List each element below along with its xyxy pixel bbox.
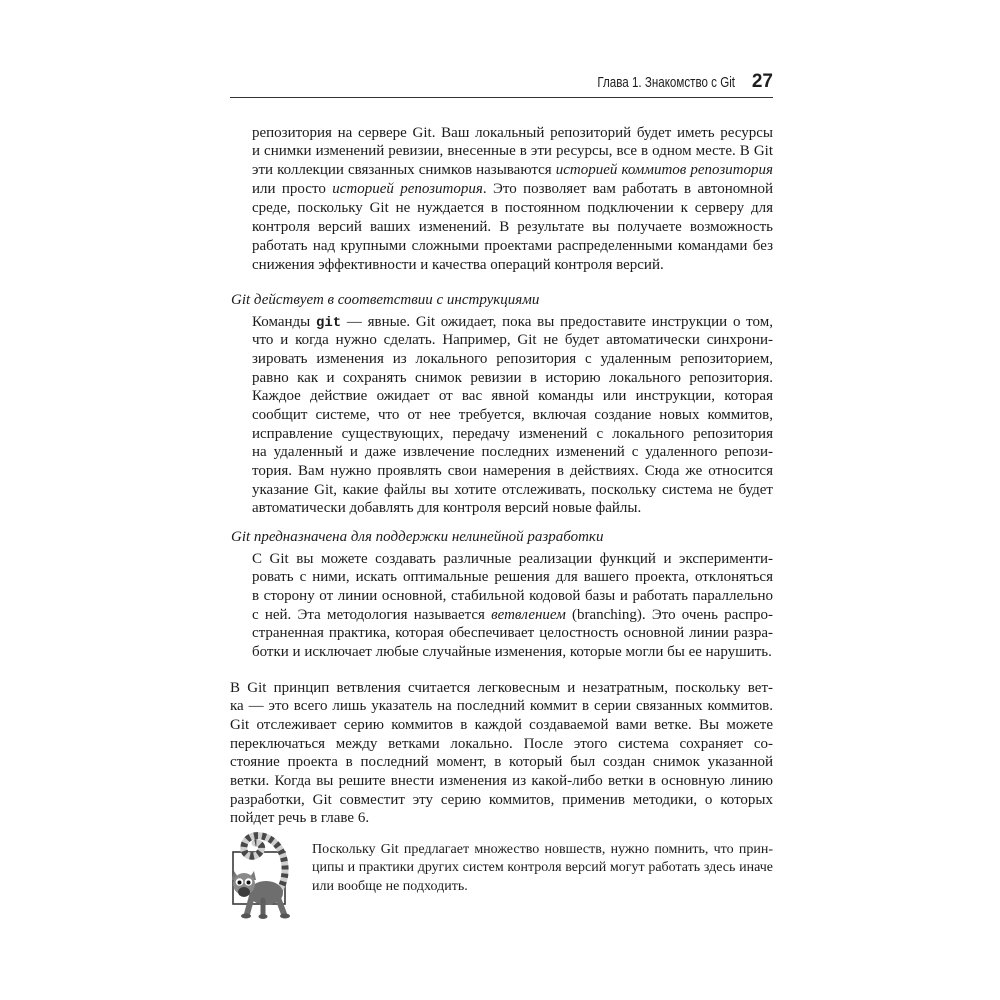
term-heading-nonlinear: Git предназначена для поддержки нелинейной разработки xyxy=(231,528,604,545)
note-text xyxy=(312,841,773,897)
line-text: переключаться между ветками локально. После этого система сохраняет со- xyxy=(230,735,773,752)
line-text: контроля версий ваших изменений. В результате вы получаете возможность xyxy=(252,218,773,235)
text-line xyxy=(312,841,773,860)
line-text: и снимки изменений ревизии, внесенные в эти ресурсы, все в одном месте. В Git xyxy=(252,143,773,160)
line-text: Каждое действие ожидает от вас явной команды или инструкции, которая xyxy=(252,388,773,405)
line-text: сообщит системе, что от нее требуется, включая создание новых коммитов, xyxy=(252,406,773,423)
text-line xyxy=(230,735,773,754)
intro-paragraph xyxy=(252,124,773,275)
emphasis-text: историей репозитория xyxy=(332,181,483,198)
text-line xyxy=(252,643,773,662)
text-line xyxy=(230,772,773,791)
line-text: ка — это всего лишь указатель на последний коммит в серии связанных коммитов. xyxy=(230,698,773,715)
emphasis-text: историей коммитов репозитория xyxy=(555,162,773,179)
line-text: Поскольку Git предлагает множество новшеств, нужно помнить, что прин- xyxy=(312,841,773,857)
line-text: тория. Вам нужно проявлять свои намерения в действиях. Сюда же относится xyxy=(252,463,773,479)
line-text: указание Git, какие файлы вы хотите отслеживать, поскольку система не будет xyxy=(252,481,773,498)
term-definition-instructions xyxy=(252,313,773,519)
text-line xyxy=(252,406,773,425)
line-text: среде, поскольку Git не нуждается в постоянном подключении к серверу для xyxy=(252,199,773,216)
line-text: ровать с ними, искать оптимальные решения для вашего проекта, отклоняться xyxy=(252,569,773,586)
running-header xyxy=(563,72,773,92)
line-text: ботки и исключает любые случайные изменения, которые могли бы ее нарушить. xyxy=(252,643,772,660)
line-text: зировать изменения из локального репозитория с удаленным репозиторием, xyxy=(252,350,773,367)
term-heading-instructions: Git действует в соответствии с инструкциями xyxy=(231,291,540,308)
text-segment: с ней. Эта методология называется xyxy=(252,606,492,623)
text-line xyxy=(252,550,773,569)
text-segment: (branching). Это очень распро- xyxy=(565,606,774,623)
text-segment: — явные. Git ожидает, пока вы предоставите инструкции о том, xyxy=(341,313,773,330)
page-number: 27 xyxy=(751,71,773,92)
text-line xyxy=(252,481,773,500)
text-line xyxy=(252,568,773,587)
line-text: С Git вы можете создавать различные реализации функций и эксперименти- xyxy=(252,550,773,567)
line-text: стояние проекта в последний момент, в который был создан снимок указанной xyxy=(230,754,773,771)
text-line xyxy=(252,587,773,606)
text-line xyxy=(230,697,773,716)
text-line xyxy=(312,859,773,878)
text-segment: или просто xyxy=(252,181,333,198)
text-segment: эти коллекции связанных снимков называются xyxy=(252,162,556,179)
text-line xyxy=(252,142,773,161)
line-text: Git отслеживает серию коммитов в каждой создаваемой вами ветке. Вы можете xyxy=(230,716,773,733)
text-line xyxy=(252,313,773,332)
text-line xyxy=(312,878,773,897)
line-text: ветки. Когда вы решите внести изменения из какой-либо ветки в основную линию xyxy=(230,772,773,789)
text-line xyxy=(252,443,773,462)
line-text: разработки, Git совместит эту серию коммитов, применив методики, о которых xyxy=(230,791,773,808)
text-line xyxy=(230,716,773,735)
text-line xyxy=(252,331,773,350)
branching-paragraph xyxy=(230,679,773,829)
text-line xyxy=(252,256,773,275)
text-line xyxy=(252,237,773,256)
text-line xyxy=(252,462,773,481)
lemur-icon xyxy=(222,830,294,920)
text-segment: . Это позволяет вам работать в автономной xyxy=(482,181,774,198)
text-line xyxy=(230,809,773,828)
line-text: исправление существующих, передачу изменений с локального репозитория xyxy=(252,425,773,442)
term-definition-nonlinear xyxy=(252,550,773,662)
line-text: или вообще не подходить. xyxy=(312,878,468,894)
line-text xyxy=(252,606,773,625)
text-line xyxy=(230,753,773,772)
line-text xyxy=(252,180,773,199)
text-line xyxy=(252,425,773,444)
text-line xyxy=(252,350,773,369)
line-text: В Git принцип ветвления считается легковесным и незатратным, поскольку вет- xyxy=(230,679,773,696)
text-line xyxy=(252,199,773,218)
text-line xyxy=(252,218,773,237)
text-line xyxy=(252,161,773,180)
line-text: автоматически добавлять для контроля версий новые файлы. xyxy=(252,500,642,517)
header-rule xyxy=(230,97,773,98)
line-text xyxy=(252,161,773,180)
text-line xyxy=(252,387,773,406)
line-text: снижения эффективности и качества операций контроля версий. xyxy=(252,256,664,273)
text-line xyxy=(230,679,773,698)
line-text: работать над крупными сложными проектами распределенными командами без xyxy=(252,237,773,254)
text-line xyxy=(252,369,773,388)
emphasis-text: ветвлением xyxy=(491,606,566,623)
line-text: репозитория на сервере Git. Ваш локальный репозиторий будет иметь ресурсы xyxy=(252,124,773,141)
text-line xyxy=(252,606,773,625)
line-text: пойдет речь в главе 6. xyxy=(230,810,370,827)
inline-code: git xyxy=(315,314,342,331)
chapter-title: Глава 1. Знакомство с Git xyxy=(597,75,735,91)
line-text: равно как и сохранять снимок ревизии в историю локального репозитория. xyxy=(252,369,773,386)
line-text: что и когда нужно сделать. Например, Git не будет автоматически синхрони- xyxy=(252,332,773,349)
line-text: ципы и практики других систем контроля версий могут работать здесь иначе xyxy=(312,860,773,875)
line-text xyxy=(252,313,773,333)
text-line xyxy=(252,124,773,143)
text-line xyxy=(230,791,773,810)
text-segment: Команды xyxy=(252,313,316,330)
line-text: на удаленный и даже извлечение последних изменений с удаленного репози- xyxy=(252,444,773,461)
text-line xyxy=(252,180,773,199)
line-text: в сторону от линии основной, стабильной кодовой базы и работать параллельно xyxy=(252,587,773,604)
text-line xyxy=(252,624,773,643)
line-text: страненная практика, которая обеспечивает целостность основной линии разра- xyxy=(252,625,773,642)
text-line xyxy=(252,499,773,518)
